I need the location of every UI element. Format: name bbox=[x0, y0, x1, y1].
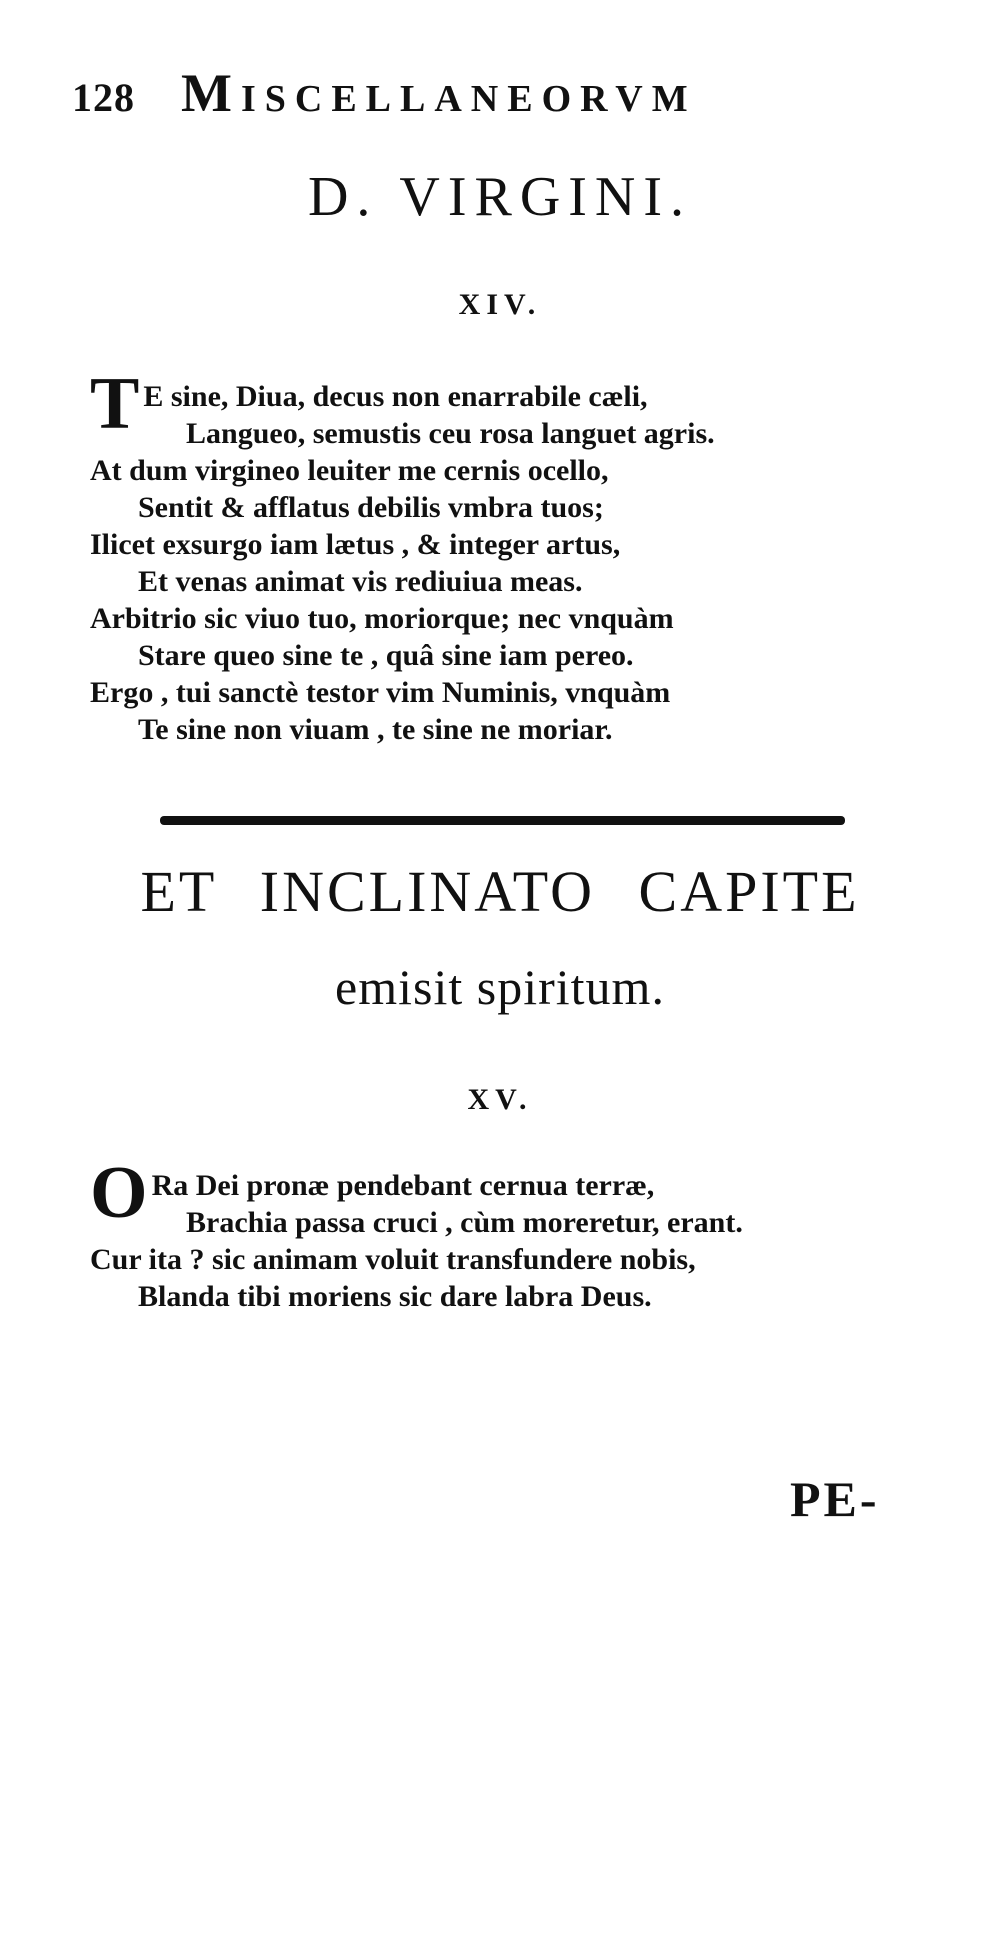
poem-line: Langueo, semustis ceu rosa languet agris. bbox=[186, 417, 715, 450]
poem-line: Te sine non viuam , te sine ne moriar. bbox=[138, 713, 613, 746]
page-number: 128 bbox=[72, 75, 135, 120]
catchword: PE- bbox=[790, 1471, 880, 1527]
poem-line: Cur ita ? sic animam voluit transfundere nobis, bbox=[90, 1243, 696, 1276]
dedication-heading: D. VIRGINI. bbox=[307, 166, 693, 228]
poem-line: At dum virgineo leuiter me cernis ocello, bbox=[90, 454, 609, 487]
poem-line: Ergo , tui sanctè testor vim Numinis, vnquàm bbox=[90, 676, 671, 709]
poem-line-text: Ra Dei pronæ pendebant cernua terræ, bbox=[151, 1169, 655, 1202]
running-head bbox=[72, 62, 832, 122]
drop-cap: O bbox=[90, 1152, 148, 1234]
section-divider-rule bbox=[160, 816, 845, 825]
section-subtitle: emisit spiritum. bbox=[335, 959, 665, 1015]
poem-line: Stare queo sine te , quâ sine iam pereo. bbox=[138, 639, 634, 672]
poem-line: Et venas animat vis rediuiua meas. bbox=[138, 565, 583, 598]
poem-line-text: E sine, Diua, decus non enarrabile cæli, bbox=[143, 380, 648, 413]
poem-line: Brachia passa cruci , cùm moreretur, erant. bbox=[186, 1206, 743, 1239]
drop-cap: T bbox=[90, 363, 140, 445]
poem-line: Sentit & afflatus debilis vmbra tuos; bbox=[138, 491, 604, 524]
poem-xv bbox=[90, 1152, 950, 1315]
poem-numeral: XV. bbox=[467, 1083, 533, 1116]
section-title: ET INCLINATO CAPITE bbox=[140, 859, 860, 924]
running-title: Miscellaneorvm bbox=[181, 63, 697, 123]
poem-line: Ilicet exsurgo iam lætus , & integer artus, bbox=[90, 528, 621, 561]
poem-numeral: XIV. bbox=[458, 288, 542, 321]
poem-xiv bbox=[90, 363, 950, 748]
poem-line: Blanda tibi moriens sic dare labra Deus. bbox=[138, 1280, 652, 1313]
poem-line: Arbitrio sic viuo tuo, moriorque; nec vnquàm bbox=[90, 602, 674, 635]
